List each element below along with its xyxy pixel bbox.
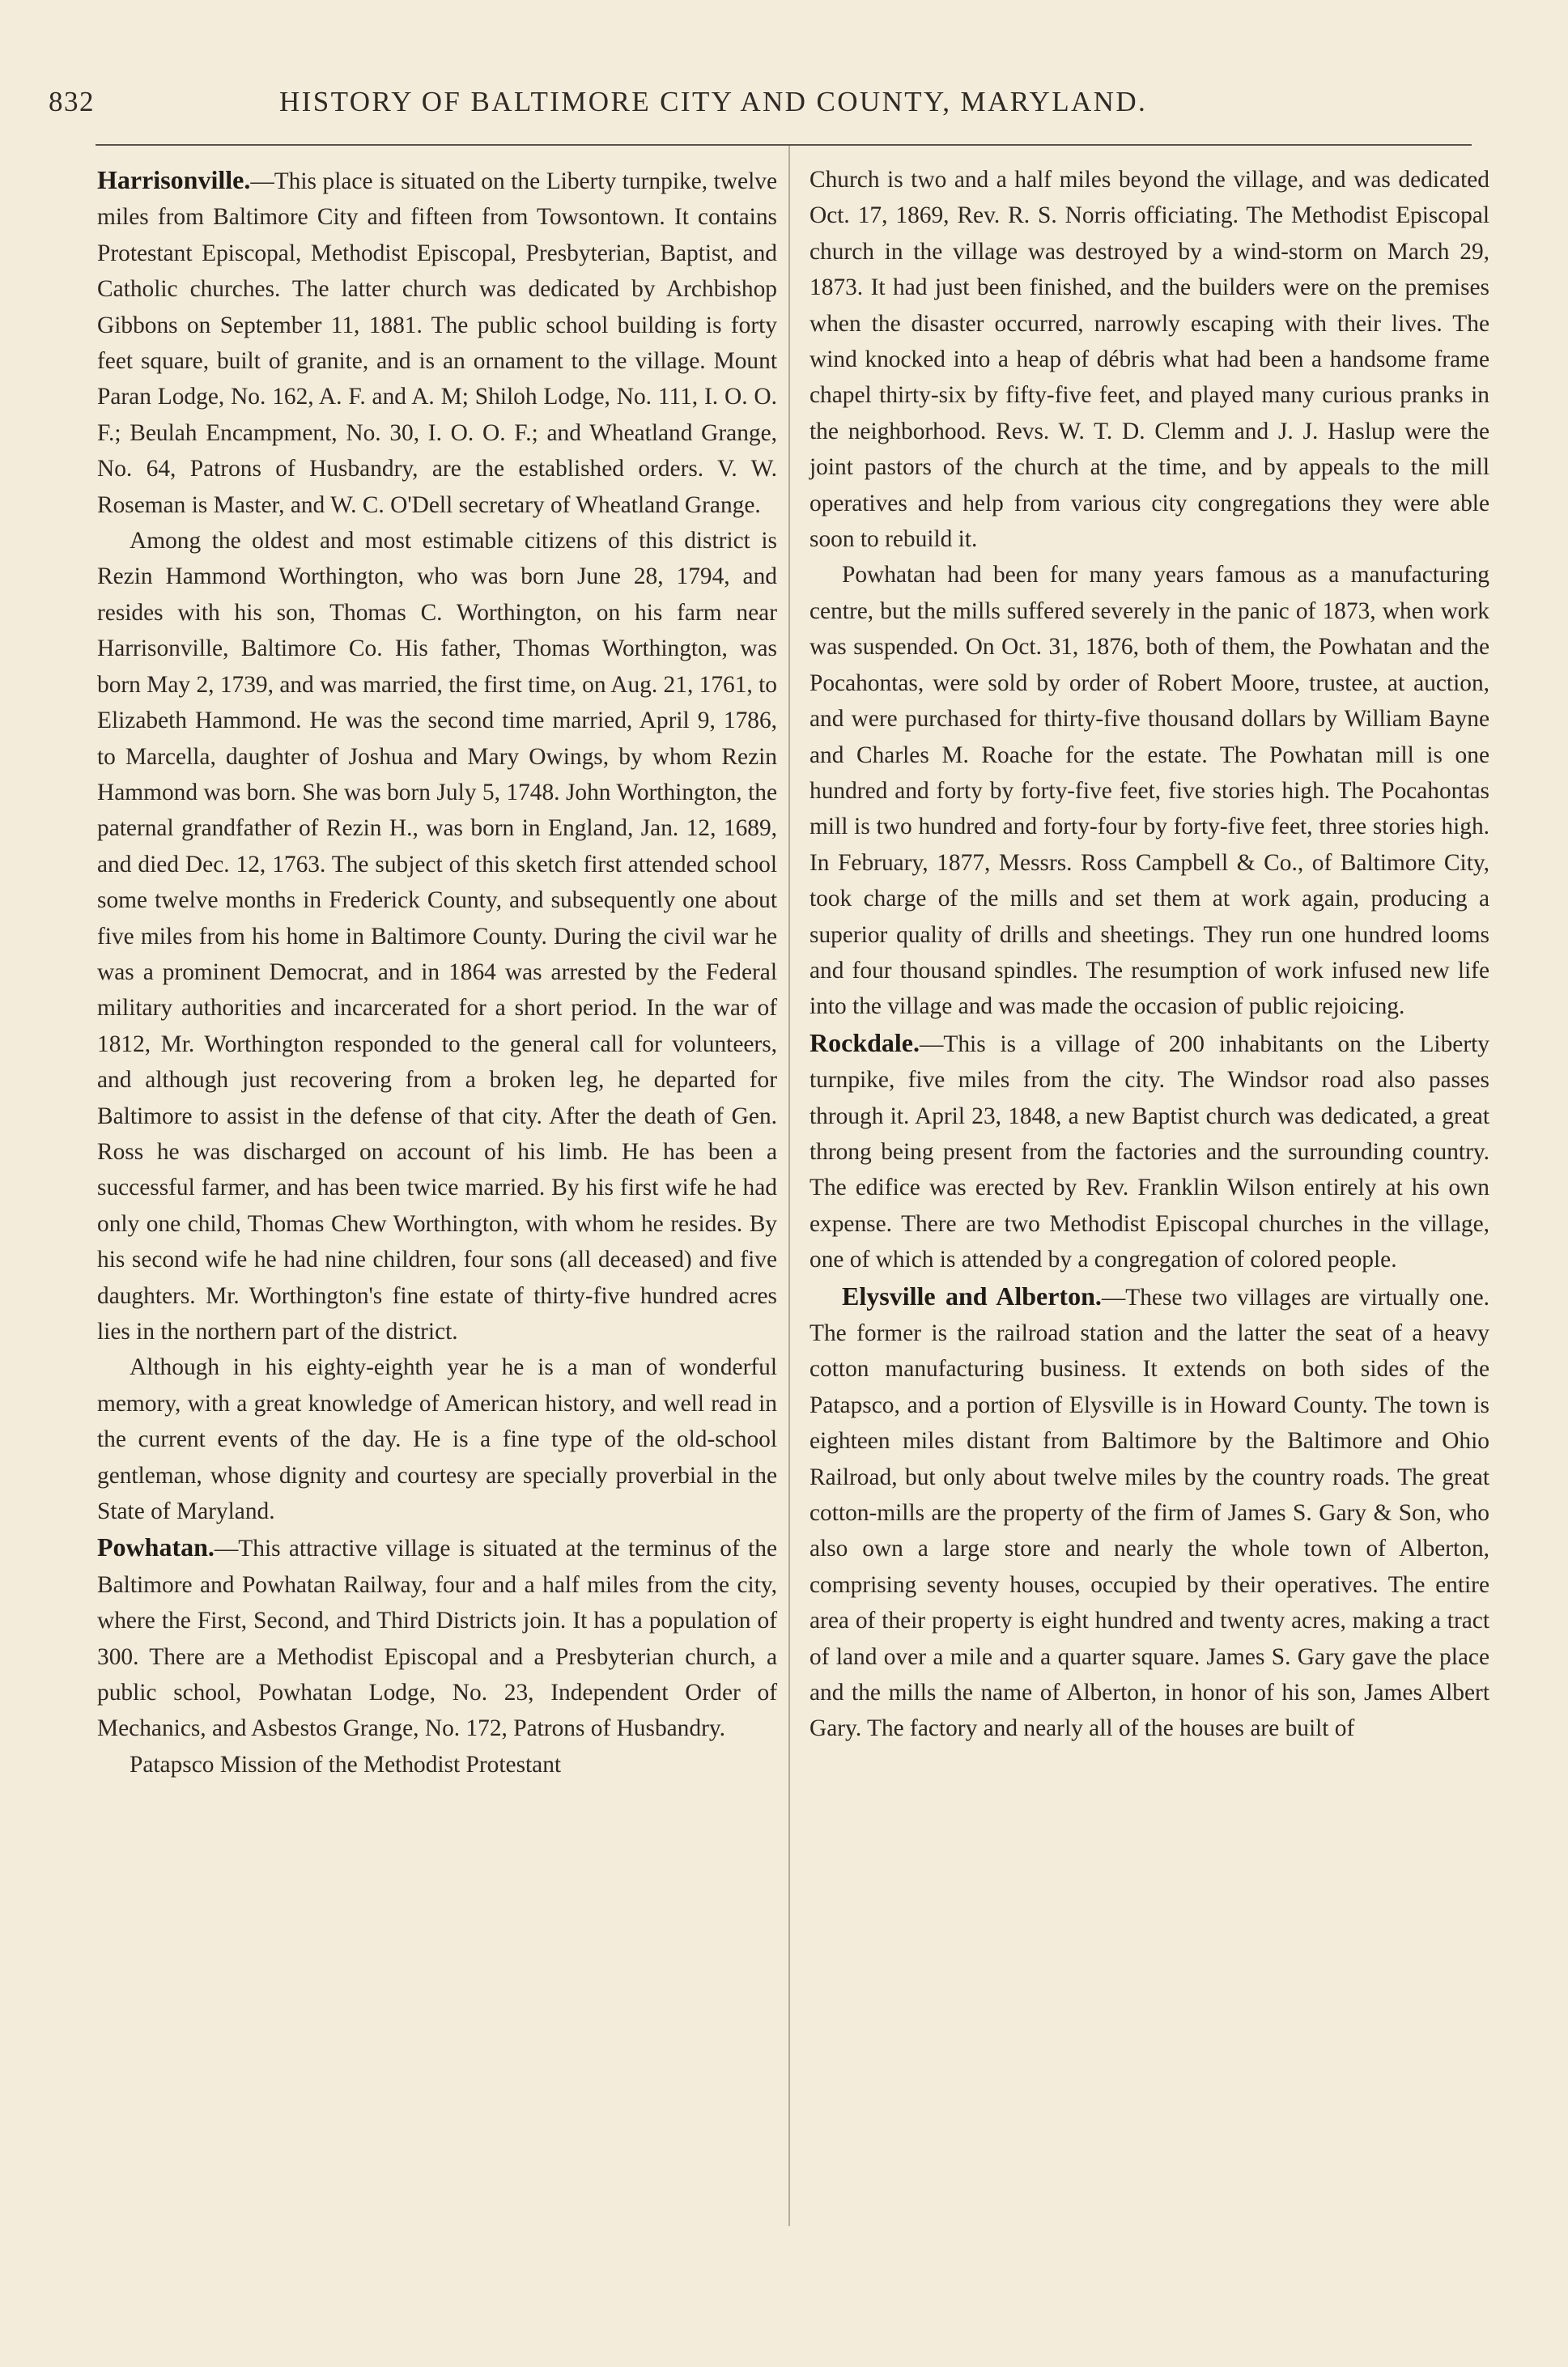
paragraph-text: —These two villages are virtually one. The former is the railroad station and the latter the seat of a heavy cotton manufacturing business. It extends on both sides of the Patapsco, and a portion of Elysville is in Howard County. The town is eighteen miles distant from Baltimore by the Baltimore and Ohio Railroad, but only about twelve miles by the country roads. The great cotton-mills are the property of the firm of James S. Gary & Son, who also own a large store and nearly the whole town of Alberton, comprising seventy houses, occupied by their operatives. The entire area of their property is eight hundred and twenty acres, making a tract of land over a mile and a quarter square. James S. Gary gave the place and the mills the name of Alberton, in honor of his son, James Albert Gary. The factory and nearly all of the houses are built of bbox=[809, 1284, 1489, 1742]
page-header bbox=[49, 81, 1514, 130]
paragraph-harrisonville bbox=[97, 162, 777, 523]
running-title: HISTORY OF BALTIMORE CITY AND COUNTY, MARYLAND. bbox=[279, 86, 1148, 117]
paragraph-text: —This attractive village is situated at the terminus of the Baltimore and Powhatan Railway, four and a half miles from the city, where the First, Second, and Third Districts join. It has a population of 300. There are a Methodist Episcopal and a Presbyterian church, a public school, Powhatan Lodge, No. 23, Independent Order of Mechanics, and Asbestos Grange, No. 172, Patrons of Husbandry. bbox=[97, 1536, 777, 1742]
paragraph-patapsco-start: Patapsco Mission of the Methodist Protestant bbox=[130, 1751, 562, 1778]
section-heading-elysville: Elysville and Alberton. bbox=[842, 1281, 1102, 1311]
paragraph-powhatan-mills: Powhatan had been for many years famous as a manufacturing centre, but the mills suffered severely in the panic of 1873, when work was suspended. On Oct. 31, 1876, both of them, the Powhatan and the Pocahontas, were sold by order of Robert Moore, trustee, at auction, and were purchased for thirty-five thousand dollars by William Bayne and Charles M. Roache for the estate. The Powhatan mill is one hundred and forty by forty-five feet, five stories high. The Pocahontas mill is two hundred and forty-four by forty-five feet, three stories high. In February, 1877, Messrs. Ross Campbell & Co., of Baltimore City, took charge of the mills and set them at work again, producing a superior quality of drills and sheetings. They run one hundred looms and four thousand spindles. The resumption of work infused new life into the village and was made the occasion of public rejoicing. bbox=[809, 562, 1489, 1020]
page-number: 832 bbox=[49, 86, 95, 117]
section-heading-powhatan: Powhatan. bbox=[97, 1532, 215, 1562]
paragraph-patapsco-cont: Church is two and a half miles beyond the village, and was dedicated Oct. 17, 1869, Rev. R. S. Norris officiating. The Methodist Episcopal church in the village was destroyed by a wind-storm on March 29, 1873. It had just been finished, and the builders were on the premises when the disaster occurred, narrowly escaping with their lives. The wind knocked into a heap of débris what had been a handsome frame chapel thirty-six by fifty-five feet, and played many curious pranks in the neighborhood. Revs. W. T. D. Clemm and J. J. Haslup were the joint pastors of the church at the time, and by appeals to the mill operatives and help from various city congregations they were able soon to rebuild it. bbox=[809, 167, 1489, 553]
paragraph-powhatan bbox=[97, 1529, 777, 1746]
column-divider bbox=[788, 146, 790, 2226]
header-rule bbox=[96, 144, 1472, 146]
paragraph-elysville bbox=[809, 1278, 1489, 1747]
paragraph-text: —This is a village of 200 inhabitants on the Liberty turnpike, five miles from the city. The Windsor road also passes through it. April 23, 1848, a new Baptist church was dedicated, a great throng being present from the factories and the surrounding country. The edifice was erected by Rev. Franklin Wilson entirely at his own expense. There are two Methodist Episcopal churches in the village, one of which is attended by a congregation of colored people. bbox=[809, 1031, 1489, 1273]
section-heading-harrisonville: Harrisonville. bbox=[97, 165, 251, 194]
paragraph-text: —This place is situated on the Liberty turnpike, twelve miles from Baltimore City and fifteen from Towsontown. It contains Protestant Episcopal, Methodist Episcopal, Presbyterian, Baptist, and Catholic churches. The latter church was dedicated by Archbishop Gibbons on September 11, 1881. The public school building is forty feet square, built of granite, and is an ornament to the village. Mount Paran Lodge, No. 162, A. F. and A. M; Shiloh Lodge, No. 111, I. O. O. F.; Beulah Encampment, No. 30, I. O. O. F.; and Wheatland Grange, No. 64, Patrons of Husbandry, are the established orders. V. W. Roseman is Master, and W. C. O'Dell secretary of Wheatland Grange. bbox=[97, 168, 777, 518]
section-heading-rockdale: Rockdale. bbox=[809, 1027, 920, 1057]
paragraph-worthington-2: Although in his eighty-eighth year he is a man of wonderful memory, with a great knowledge of American history, and well read in the current events of the day. He is a fine type of the old-school gentleman, whose dignity and courtesy are specially proverbial in the State of Maryland. bbox=[97, 1354, 777, 1525]
paragraph-rockdale bbox=[809, 1025, 1489, 1278]
paragraph-worthington-1: Among the oldest and most estimable citizens of this district is Rezin Hammond Worthington, who was born June 28, 1794, and resides with his son, Thomas C. Worthington, on his farm near Harrisonville, Baltimore Co. His father, Thomas Worthington, was born May 2, 1739, and was married, the first time, on Aug. 21, 1761, to Elizabeth Hammond. He was the second time married, April 9, 1786, to Marcella, daughter of Joshua and Mary Owings, by whom Rezin Hammond was born. She was born July 5, 1748. John Worthington, the paternal grandfather of Rezin H., was born in England, Jan. 12, 1689, and died Dec. 12, 1763. The subject of this sketch first attended school some twelve months in Frederick County, and subsequently one about five miles from his home in Baltimore County. During the civil war he was a prominent Democrat, and in 1864 was arrested by the Federal military authorities and incarcerated for a short period. In the war of 1812, Mr. Worthington responded to the general call for volunteers, and although just recovering from a broken leg, he departed for Baltimore to assist in the defense of that city. After the death of Gen. Ross he was discharged on account of his limb. He has been a successful farmer, and has been twice married. By his first wife he had only one child, Thomas Chew Worthington, with whom he resides. By his second wife he had nine children, four sons (all deceased) and five daughters. Mr. Worthington's fine estate of thirty-five hundred acres lies in the northern part of the district. bbox=[97, 528, 777, 1345]
right-column bbox=[809, 162, 1489, 1747]
left-column bbox=[97, 162, 777, 1783]
